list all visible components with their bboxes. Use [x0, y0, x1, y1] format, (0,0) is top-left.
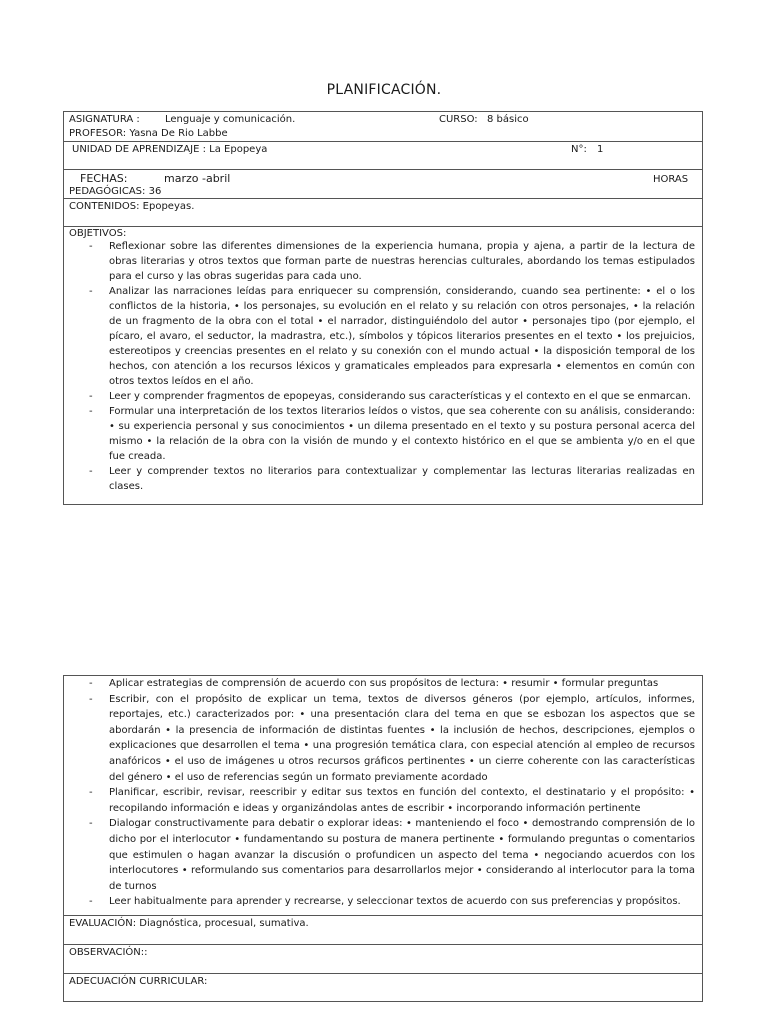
- adecuacion-label: ADECUACIÓN CURRICULAR:: [69, 976, 208, 987]
- page-title: PLANIFICACIÓN.: [326, 82, 442, 98]
- fechas-label: FECHAS:: [80, 172, 128, 185]
- asignatura-row: [64, 112, 702, 142]
- list-item: - Leer y comprender fragmentos de epopeyas, considerando sus características y el contexto en el que se enmarcan.: [89, 391, 691, 402]
- observacion-label: OBSERVACIÓN::: [69, 947, 148, 958]
- asignatura-label: ASIGNATURA :: [69, 114, 140, 125]
- profesor-value: Yasna De Rio Labbe: [129, 128, 228, 139]
- horas-sub-label: PEDAGÓGICAS:: [69, 186, 146, 197]
- horas-value: 36: [148, 186, 162, 197]
- curso-value: 8 básico: [487, 114, 529, 125]
- list-item: - Leer habitualmente para aprender y recrearse, y seleccionar textos de acuerdo con sus preferencias y propósitos.: [89, 896, 681, 908]
- list-item: - Dialogar constructivamente para debatir o explorar ideas: • manteniendo el foco • demostrando comprensión de lo dicho por el interlocutor • fundamentando su postura de manera pertinente • formulando preguntas o comentarios que estimulen o hagan avanzar la discusión o profundicen un aspecto del tema • negociando acuerdos con los interlocutores • reformulando sus comentarios para desarrollarlos mejor • considerando al interlocutor para la toma de turnos: [89, 818, 695, 892]
- observacion-row: [64, 945, 702, 974]
- list-item: - Leer y comprender textos no literarios para contextualizar y complementar las lecturas literarias realizadas en clases.: [89, 466, 695, 492]
- list-item: - Reflexionar sobre las diferentes dimensiones de la experiencia humana, propia y ajena, a partir de la lectura de obras literarias y otros textos que forman parte de nuestras herencias culturales, abordando los temas estipulados para el curso y las obras sugeridas para cada uno.: [89, 241, 695, 282]
- planning-table-top: [63, 111, 703, 505]
- numero-label: N°:: [571, 144, 587, 155]
- asignatura-value: Lenguaje y comunicación.: [165, 114, 296, 125]
- objetivos-list-2: [69, 676, 697, 910]
- evaluacion-label: EVALUACIÓN:: [69, 918, 137, 929]
- planning-table-bottom: [63, 675, 703, 1002]
- horas-label: HORAS: [653, 174, 689, 185]
- fechas-row: [64, 170, 702, 199]
- contenidos-label: CONTENIDOS:: [69, 201, 140, 212]
- objetivos-list-1: [69, 239, 697, 494]
- objetivos-label: OBJETIVOS:: [69, 228, 127, 239]
- contenidos-row: [64, 199, 702, 227]
- adecuacion-row: [64, 974, 702, 1001]
- objetivos-row: [64, 227, 702, 504]
- unidad-row: [64, 142, 702, 170]
- fechas-value: marzo -abril: [164, 172, 231, 185]
- list-item: - Formular una interpretación de los textos literarios leídos o vistos, que sea coherente con su análisis, considerando: • su experiencia personal y sus conocimientos • un dilema presentado en el texto y su postura personal acerca del mismo • la relación de la obra con la visión de mundo y el contexto histórico en el que se ambienta y/o en el que fue creada.: [89, 406, 695, 462]
- numero-value: 1: [597, 144, 604, 155]
- profesor-label: PROFESOR:: [69, 128, 127, 139]
- list-item: - Planificar, escribir, revisar, reescribir y editar sus textos en función del contexto, el destinatario y el propósito: • recopilando información e ideas y organizándolas antes de escribir • incorporando información pertinente: [89, 787, 695, 814]
- curso-label: CURSO:: [439, 114, 478, 125]
- contenidos-value: Epopeyas.: [142, 201, 195, 212]
- evaluacion-value: Diagnóstica, procesual, sumativa.: [139, 918, 309, 929]
- unidad-value: La Epopeya: [209, 144, 268, 155]
- objetivos-continued-row: [64, 676, 702, 916]
- list-item: - Aplicar estrategias de comprensión de acuerdo con sus propósitos de lectura: • resumir • formular preguntas: [89, 678, 659, 689]
- list-item: - Escribir, con el propósito de explicar un tema, textos de diversos géneros (por ejemplo, artículos, informes, reportajes, etc.) caracterizados por: • una presentación clara del tema en que se esbozan los aspectos que se abordarán • la presencia de información de distintas fuentes • la inclusión de hechos, descripciones, ejemplos o explicaciones que desarrollen el tema • una progresión temática clara, con especial atención al empleo de recursos anafóricos • el uso de imágenes u otros recursos gráficos pertinentes • un cierre coherente con las características del género • el uso de referencias según un formato previamente acordado: [89, 693, 695, 783]
- evaluacion-row: [64, 916, 702, 945]
- unidad-label: UNIDAD DE APRENDIZAJE :: [72, 144, 206, 155]
- list-item: - Analizar las narraciones leídas para enriquecer su comprensión, considerando, cuando sea pertinente: • el o los conflictos de la historia, • los personajes, su evolución en el relato y su relación con otros personajes, • la relación de un fragmento de la obra con el total • el narrador, distinguiéndolo del autor • personajes tipo (por ejemplo, el pícaro, el avaro, el seductor, la madrastra, etc.), símbolos y tópicos literarios presentes en el texto • los prejuicios, estereotipos y creencias presentes en el relato y su conexión con el mundo actual • la disposición temporal de los hechos, con atención a los recursos léxicos y gramaticales empleados para expresarla • elementos en común con otros textos leídos en el año.: [89, 286, 695, 387]
